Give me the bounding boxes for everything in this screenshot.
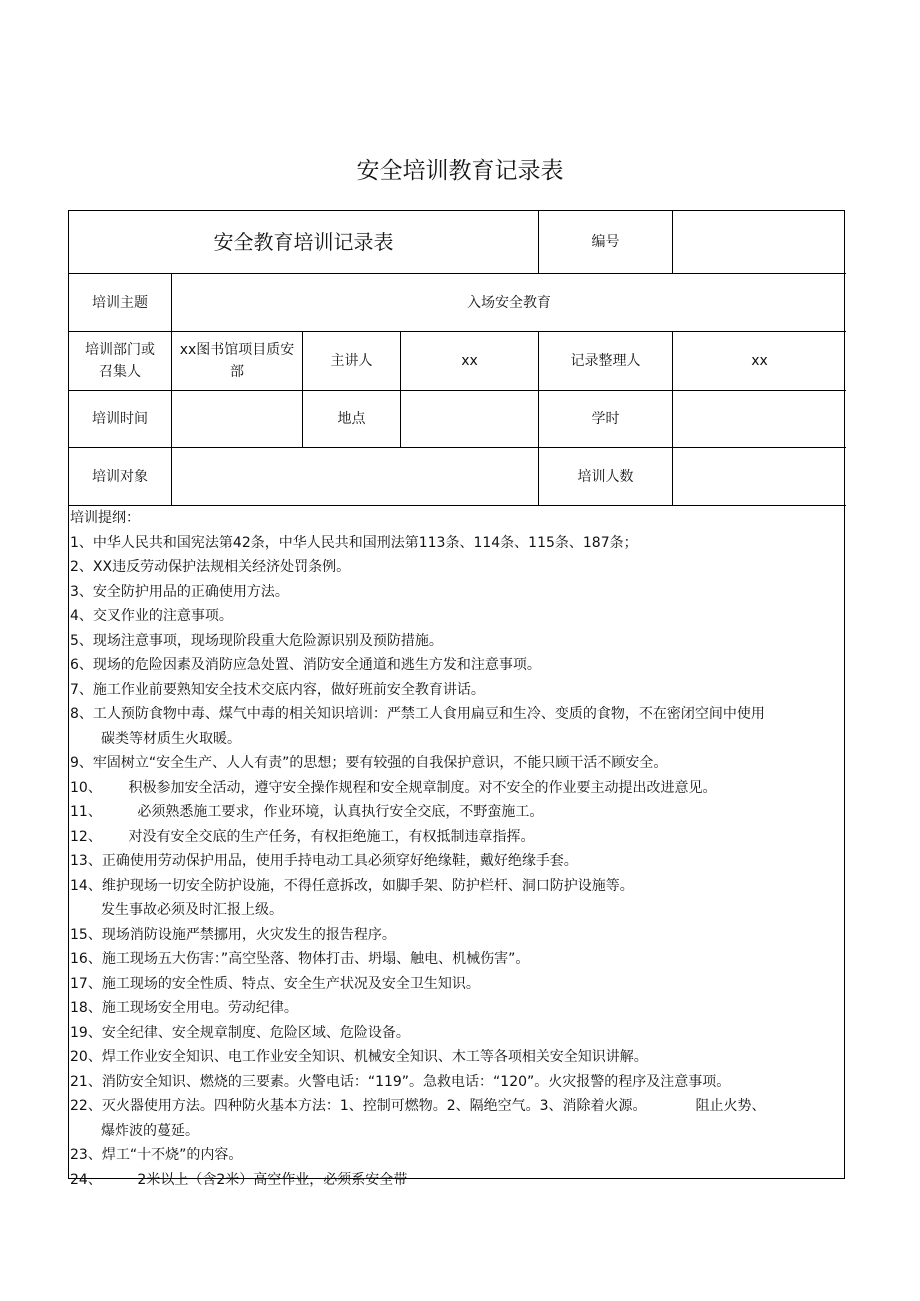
place-label: 地点 bbox=[303, 391, 401, 448]
outline-item: 18、施工现场安全用电。劳动纪律。 bbox=[70, 1000, 298, 1016]
subject-label: 培训主题 bbox=[69, 274, 172, 332]
subject-value[interactable]: 入场安全教育 bbox=[172, 274, 846, 332]
outline-item: 17、施工现场的安全性质、特点、安全生产状况及安全卫生知识。 bbox=[70, 975, 480, 992]
count-label: 培训人数 bbox=[539, 448, 673, 506]
hours-field[interactable] bbox=[673, 391, 846, 448]
outline-item: 16、施工现场五大伤害：”高空坠落、物体打击、坍塌、触电、机械伤害”。 bbox=[70, 951, 530, 967]
outline-item: 12、 对没有安全交底的生产任务，有权拒绝施工，有权抵制违章指挥。 bbox=[70, 828, 535, 845]
outline-item: 19、安全纪律、安全规章制度、危险区域、危险设备。 bbox=[70, 1024, 410, 1041]
outline-item: 8、工人预防食物中毒、煤气中毒的相关知识培训：严禁工人食用扁豆和生冷、变质的食物，不在密闭空间中使用 bbox=[70, 706, 765, 722]
outline-item: 6、现场的危险因素及消防应急处置、消防安全通道和逃生方发和注意事项。 bbox=[70, 657, 541, 673]
outline-item: 13、正确使用劳动保护用品，使用手持电动工具必须穿好绝缘鞋，戴好绝缘手套。 bbox=[70, 853, 578, 869]
outline-item: 爆炸波的蔓延。 bbox=[101, 1122, 199, 1139]
form-header: 安全教育培训记录表 bbox=[69, 211, 539, 274]
time-label: 培训时间 bbox=[69, 391, 172, 448]
outline-item: 20、焊工作业安全知识、电工作业安全知识、机械安全知识、木工等各项相关安全知识讲解。 bbox=[70, 1049, 648, 1065]
recorder-label: 记录整理人 bbox=[539, 332, 673, 391]
lecturer-label: 主讲人 bbox=[303, 332, 401, 391]
count-field[interactable] bbox=[673, 448, 846, 506]
outline-heading: 培训提纲： bbox=[70, 510, 140, 526]
number-field[interactable] bbox=[673, 211, 846, 274]
lecturer-value[interactable]: xx bbox=[401, 332, 539, 391]
dept-label: 培训部门或召集人 bbox=[69, 332, 172, 391]
outline-item: 2、XX违反劳动保护法规相关经济处罚条例。 bbox=[70, 559, 351, 575]
outline-item: 23、焊工“十不烧”的内容。 bbox=[70, 1147, 243, 1163]
outline-item: 3、安全防护用品的正确使用方法。 bbox=[70, 583, 289, 600]
outline-item: 5、现场注意事项，现场现阶段重大危险源识别及预防措施。 bbox=[70, 632, 443, 649]
page-title: 安全培训教育记录表 bbox=[356, 158, 564, 184]
outline-item: 10、 积极参加安全活动，遵守安全操作规程和安全规章制度。对不安全的作业要主动提出改进意见。 bbox=[70, 779, 717, 796]
outline-item: 15、现场消防设施严禁挪用，火灾发生的报告程序。 bbox=[70, 926, 396, 943]
outline-item: 发生事故必须及时汇报上级。 bbox=[101, 902, 283, 918]
outline-item: 24、 2米以上（含2米）高空作业，必须系安全带 bbox=[70, 1171, 408, 1188]
outline-item: 1、中华人民共和国宪法第42条，中华人民共和国刑法第113条、114条、115条、187条； bbox=[70, 534, 638, 551]
recorder-value[interactable]: xx bbox=[673, 332, 846, 391]
outline-item: 9、牢固树立“安全生产、人人有责”的思想；要有较强的自我保护意识，不能只顾干活不顾安全。 bbox=[70, 755, 668, 771]
training-outline bbox=[69, 506, 844, 1188]
target-label: 培训对象 bbox=[69, 448, 172, 506]
outline-item: 4、交叉作业的注意事项。 bbox=[70, 608, 233, 624]
outline-item: 7、施工作业前要熟知安全技术交底内容，做好班前安全教育讲话。 bbox=[70, 681, 485, 698]
outline-item: 22、灭火器使用方法。四种防火基本方法：1、控制可燃物。2、隔绝空气。3、消除着火源。 阻止火势、 bbox=[70, 1098, 766, 1114]
hours-label: 学时 bbox=[539, 391, 673, 448]
training-record-table bbox=[68, 210, 845, 1188]
outline-item: 碳类等材质生火取暖。 bbox=[101, 730, 241, 747]
outline-item: 14、维护现场一切安全防护设施，不得任意拆改，如脚手架、防护栏杆、洞口防护设施等。 bbox=[70, 877, 634, 894]
number-label: 编号 bbox=[539, 211, 673, 274]
dept-value[interactable]: xx图书馆项目质安部 bbox=[172, 332, 303, 391]
outline-item: 21、消防安全知识、燃烧的三要素。火警电话：“119”。急救电话：“120”。火灾报警的程序及注意事项。 bbox=[70, 1073, 731, 1090]
target-field[interactable] bbox=[172, 448, 539, 506]
time-field[interactable] bbox=[172, 391, 303, 448]
place-field[interactable] bbox=[401, 391, 539, 448]
outline-item: 11、 必须熟悉施工要求，作业环境，认真执行安全交底，不野蛮施工。 bbox=[70, 804, 544, 820]
